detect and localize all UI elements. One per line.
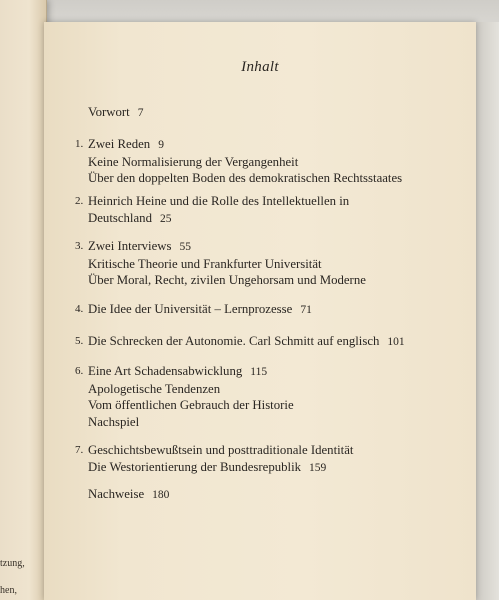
toc-entry-nachweise: [88, 486, 169, 504]
entry-title: Heinrich Heine und die Rolle des Intellektuellen in: [88, 194, 350, 208]
sub-entry: Kritische Theorie und Frankfurter Universität: [88, 256, 322, 271]
chapter-number: 6.: [75, 365, 84, 377]
entry-title: Eine Art Schadensabwicklung: [88, 364, 243, 378]
sub-entry: Nachspiel: [88, 414, 140, 429]
page-number: 9: [158, 139, 164, 151]
toc-entry-3: [75, 238, 366, 289]
chapter-number: 2.: [75, 195, 84, 207]
toc-entry-6: [75, 363, 294, 430]
entry-title: Die Idee der Universität – Lernprozesse: [88, 302, 293, 316]
chapter-number: 3.: [75, 240, 84, 252]
page-number: 7: [137, 107, 144, 119]
chapter-number: 4.: [75, 303, 84, 315]
toc-entry-1: [75, 136, 403, 187]
entry-title: Zwei Reden: [88, 137, 151, 151]
entry-title: Nachweise: [88, 487, 145, 501]
toc-entry-2: [75, 193, 350, 227]
contents-page: [44, 22, 476, 600]
left-page-fragment: tzung,: [0, 558, 25, 569]
chapter-number: 5.: [75, 335, 84, 347]
page-number: 115: [250, 366, 268, 378]
sub-entry: Über den doppelten Boden des demokratischen Rechtsstaates: [88, 171, 403, 185]
entry-title-continued: Deutschland: [88, 210, 152, 225]
chapter-number: 1.: [75, 138, 84, 150]
toc-entry-5: [75, 333, 405, 351]
sub-entry: Die Westorientierung der Bundesrepublik: [88, 459, 302, 474]
entry-title: Vorwort: [88, 105, 130, 119]
sub-entry: Über Moral, Recht, zivilen Ungehorsam und Moderne: [88, 273, 366, 287]
chapter-number: 7.: [75, 444, 84, 456]
page-number: 180: [152, 489, 170, 501]
page-number: 55: [179, 241, 192, 253]
page-number: 159: [309, 461, 327, 474]
sub-entry: Apologetische Tendenzen: [88, 381, 221, 396]
page-number: 101: [387, 336, 405, 348]
toc-entry-4: [75, 301, 312, 319]
toc-entry-vorwort: [88, 104, 143, 122]
entry-title: Die Schrecken der Autonomie. Carl Schmitt auf englisch: [88, 334, 380, 348]
toc-entry-7: [75, 442, 354, 476]
entry-title: Zwei Interviews: [88, 239, 172, 253]
sub-entry: Vom öffentlichen Gebrauch der Historie: [88, 398, 294, 412]
page-title: Inhalt: [241, 59, 279, 75]
page-number: 71: [300, 304, 312, 316]
sub-entry: Keine Normalisierung der Vergangenheit: [88, 154, 299, 169]
page-number: 25: [159, 212, 172, 225]
entry-title: Geschichtsbewußtsein und posttraditionale Identität: [88, 443, 354, 457]
left-page: [0, 0, 47, 600]
left-page-fragment: hen,: [0, 585, 17, 596]
